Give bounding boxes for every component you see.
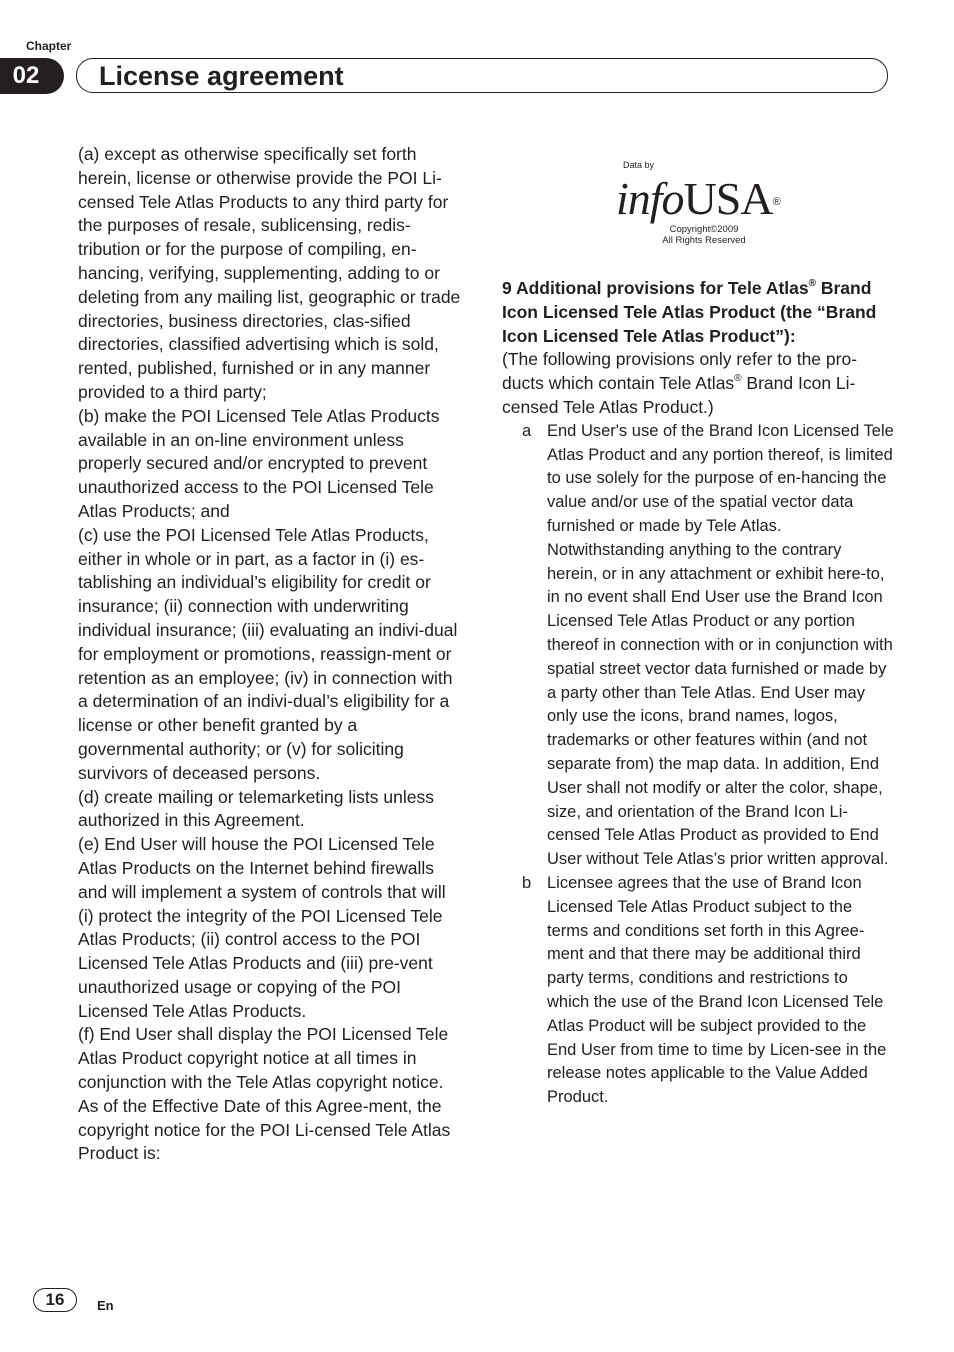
page-title-bar [76,58,888,93]
paragraph-f: (f) End User shall display the POI Licensed Tele Atlas Product copyright notice at all times in conjunction with the Tele Atlas copyright notice. As of the Effective Date of this Agree-ment, the copyright notice for the POI Li-censed Tele Atlas Product is: [78,1024,451,1164]
logo-brand-usa: USA [683,173,773,224]
logo-copyright-line: Copyright©2009 [669,224,739,235]
section-9-heading-registered: ® [808,278,816,290]
chapter-number-badge: 02 [0,58,64,94]
page-number: 16 [33,1288,77,1312]
right-column [502,277,894,1110]
paragraph-d: (d) create mailing or telemarketing lists unless authorized in this Agreement. [78,786,434,831]
list-item [502,872,894,1110]
paragraph-e: (e) End User will house the POI Licensed Tele Atlas Products on the Internet behind firewalls and will implement a system of controls that will (i) protect the integrity of the POI Licensed Tele Atlas Products; (ii) control access to the POI Licensed Tele Atlas Products and (iii) pre-vent unauthorized usage or copying of the POI Licensed Tele Atlas Products. [78,834,446,1021]
language-label: En [97,1298,114,1313]
list-item-marker: a [522,421,532,440]
section-9-heading-part1: 9 Additional provisions for Tele Atlas [502,278,809,298]
left-column [78,143,464,1166]
section-9-intro-part2: Brand Icon Li-censed Tele Atlas Product.) [502,373,856,417]
logo-brand-info: info [616,173,684,224]
logo-brand [616,172,780,225]
section-9-intro-part1: (The following provisions only refer to the pro-ducts which contain Tele Atlas [502,349,858,394]
section-9-items [502,420,894,1110]
logo-copyright [652,224,756,246]
paragraph-c: (c) use the POI Licensed Tele Atlas Products, either in whole or in part, as a factor in (i) es-tablishing an individual’s eligibility for credit or insurance; (ii) connection with underwriting individual insurance; (iii) evaluating an indivi-dual for employment or promotions, reassign-ment or retention as an employee; (iv) in connection with a determination of an indivi-dual’s eligibility for a license or other benefit granted by a governmental authority; or (v) for soliciting survivors of deceased persons. [78,524,458,783]
section-9-intro [502,348,894,419]
list-item-text: End User's use of the Brand Icon Licensed Tele Atlas Product and any portion thereof, is limited to use solely for the purpose of en-hancing the value and/or use of the spatial vector data furnished or made by Tele Atlas. Notwithstanding anything to the contrary herein, or in any attachment or exhibit here-to, in no event shall End User use the Brand Icon Licensed Tele Atlas Product or any portion thereof in connection with or in conjunction with spatial street vector data furnished or made by a party other than Tele Atlas. End User may only use the icons, brand names, logos, trademarks or other features within (and not separate from) the map data. In addition, End User shall not modify or alter the color, shape, size, and orientation of the Brand Icon Li-censed Tele Atlas Product as provided to End User without Tele Atlas’s prior written approval. [547,421,894,869]
page-title: License agreement [99,61,344,91]
chapter-label: Chapter [26,39,72,53]
list-item-text: Licensee agrees that the use of Brand Icon Licensed Tele Atlas Product subject to the terms and conditions set forth in this Agree-ment and that there may be additional third party terms, conditions and restrictions to which the use of the Brand Icon Licensed Tele Atlas Product will be subject provided to the End User from time to time by Licen-see in the release notes applicable to the Value Added Product. [547,873,887,1107]
logo-registered-mark: ® [772,196,780,208]
paragraph-a: (a) except as otherwise specifically set forth herein, license or otherwise provide the POI Li-censed Tele Atlas Products to any third party for the purposes of resale, sublicensing, redis-tribution or for the purpose of compiling, en-hancing, verifying, supplementing, adding to or deleting from any mailing list, geographic or trade directories, business directories, clas-sified directories, classified advertising which is sold, rented, published, furnished or in any manner provided to a third party; [78,144,461,402]
list-item-marker: b [522,873,532,892]
infousa-logo [612,158,782,250]
paragraph-b: (b) make the POI Licensed Tele Atlas Products available in an on-line environment unless properly secured and/or encrypted to prevent unauthorized access to the POI Licensed Tele Atlas Products; and [78,405,440,521]
section-9-heading [502,277,894,348]
logo-data-by: Data by [623,160,655,170]
list-item [502,420,894,872]
section-9-heading-part2: Brand Icon Licensed Tele Atlas Product (the “Brand Icon Licensed Tele Atlas Product”): [502,278,877,346]
section-9-intro-registered: ® [734,373,742,385]
logo-rights-line: All Rights Reserved [662,235,746,246]
